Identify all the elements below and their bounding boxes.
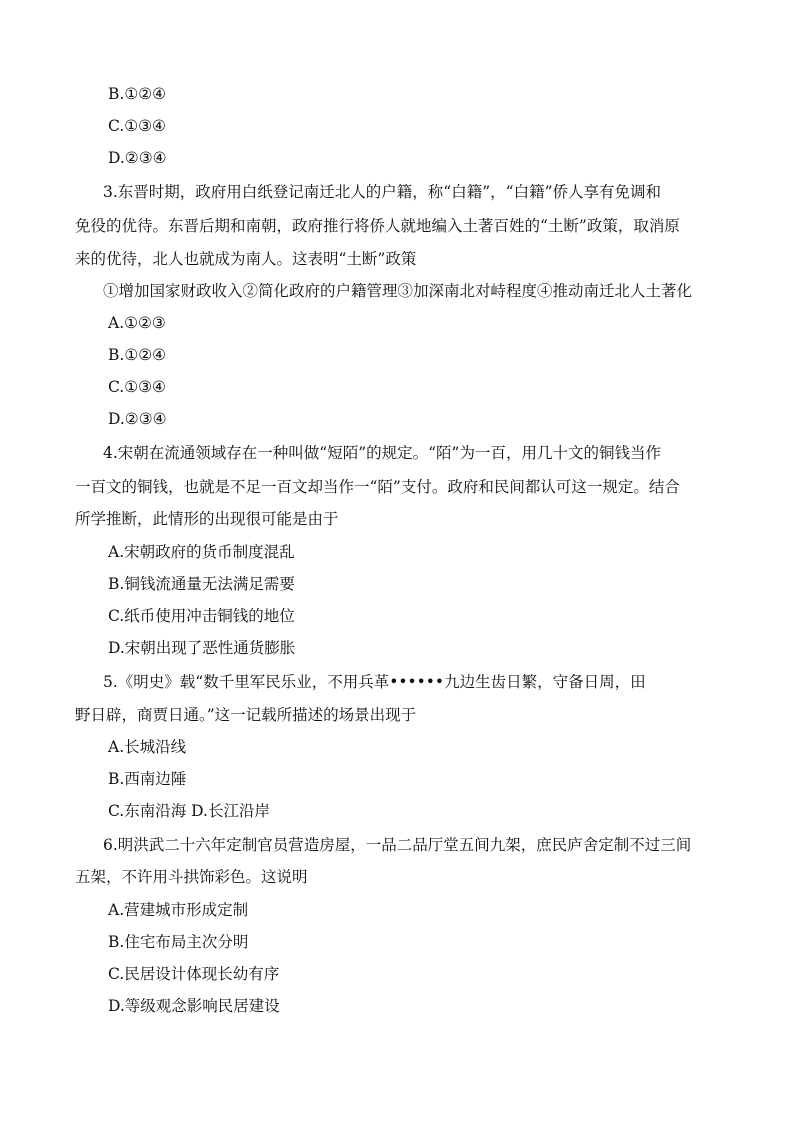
q3-sub-statements: ①增加国家财政收入②简化政府的户籍管理③加深南北对峙程度④推动南迁北人土著化 [103, 282, 693, 300]
q4-option-d: D.宋朝出现了恶性通货膨胀 [108, 639, 296, 657]
carry-option-b: B.①②④ [108, 85, 167, 103]
q4-option-b: B.铜钱流通量无法满足需要 [108, 575, 295, 593]
q5-stem-line-2: 野日辟，商贾日通。”这一记载所描述的场景出现于 [75, 706, 417, 724]
q3-option-c: C.①③④ [108, 378, 166, 396]
q6-stem-line-2: 五架，不许用斗拱饰彩色。这说明 [75, 868, 308, 886]
q5-option-b: B.西南边陲 [108, 770, 187, 788]
q6-option-a: A.营建城市形成定制 [108, 901, 249, 919]
carry-option-d: D.②③④ [108, 149, 167, 167]
q6-option-c: C.民居设计体现长幼有序 [108, 965, 280, 983]
q6-option-d: D.等级观念影响民居建设 [108, 997, 280, 1015]
q5-option-c-d: C.东南沿海 D.长江沿岸 [108, 802, 270, 820]
q4-option-c: C.纸币使用冲击铜钱的地位 [108, 607, 295, 625]
carry-option-c: C.①③④ [108, 117, 166, 135]
q5-option-a: A.长城沿线 [108, 738, 187, 756]
q4-stem-line-3: 所学推断，此情形的出现很可能是由于 [75, 510, 339, 528]
q4-stem-line-2: 一百文的铜钱，也就是不足一百文却当作一“陌”支付。政府和民间都认可这一规定。结合 [75, 478, 680, 496]
q3-stem-line-1: 3.东晋时期，政府用白纸登记南迁北人的户籍，称“白籍”，“白籍”侨人享有免调和 [103, 183, 661, 201]
q3-option-d: D.②③④ [108, 410, 167, 428]
q3-stem-line-3: 来的优待，北人也就成为南人。这表明“土断”政策 [75, 250, 417, 268]
q4-stem-line-1: 4.宋朝在流通领域存在一种叫做“短陌”的规定。“陌”为一百，用几十文的铜钱当作 [103, 444, 661, 462]
q4-option-a: A.宋朝政府的货币制度混乱 [108, 543, 295, 561]
q3-option-a: A.①②③ [108, 314, 166, 332]
q3-option-b: B.①②④ [108, 346, 167, 364]
q5-stem-line-1: 5.《明史》载“数千里军民乐业，不用兵革••••••九边生齿日繁，守备日周，田 [103, 673, 646, 691]
q6-stem-line-1: 6.明洪武二十六年定制官员营造房屋，一品二品厅堂五间九架，庶民庐舍定制不过三间 [103, 836, 692, 854]
q3-stem-line-2: 免役的优待。东晋后期和南朝，政府推行将侨人就地编入土著百姓的“土断”政策，取消原 [75, 217, 680, 235]
q6-option-b: B.住宅布局主次分明 [108, 933, 249, 951]
